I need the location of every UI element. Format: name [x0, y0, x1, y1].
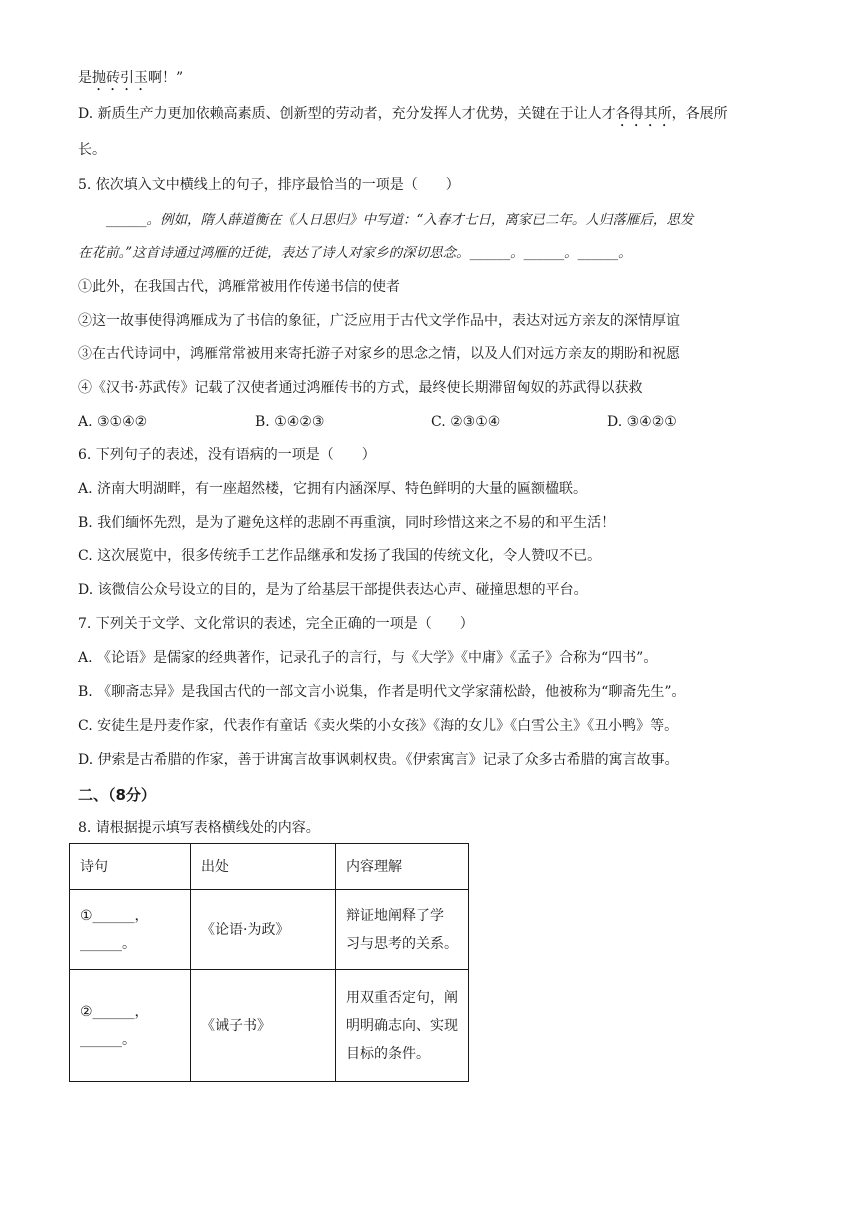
meaning-line: 辩证地阐释了学: [346, 907, 444, 924]
q8-stem: 8. 请根据提示填写表格横线处的内容。: [78, 820, 320, 836]
q5-passage-line-1: ______。例如，隋人薛道衡在《人日思归》中写道：“入春才七日，离家已二年。人归落雁后，思发: [106, 212, 694, 228]
header-meaning: 内容理解: [336, 844, 469, 890]
continued-text-line: [78, 68, 183, 94]
meaning-cell: [336, 890, 469, 970]
q4-option-d-continued: 长。: [78, 142, 106, 158]
meaning-line: 明明确志向、实现: [346, 1017, 458, 1034]
emphasized-idiom: 各得其所: [615, 106, 672, 122]
source-cell: 《诫子书》: [191, 970, 336, 1082]
q6-option-c: C. 这次展览中，很多传统手工艺作品继承和发扬了我国的传统文化，令人赞叹不已。: [78, 548, 602, 564]
meaning-cell: [336, 970, 469, 1082]
meaning-line: 用双重否定句，阐: [346, 989, 458, 1006]
q5-passage-line-2: 在花前。”这首诗通过鸿雁的迁徙，表达了诗人对家乡的深切思念。______。______。______。: [78, 245, 632, 261]
q7-option-a: A. 《论语》是儒家的经典著作，记录孔子的言行，与《大学》《中庸》《孟子》合称为“四书”。: [78, 650, 658, 666]
meaning-line: 习与思考的关系。: [346, 935, 458, 952]
section-2-heading: 二、（8分）: [78, 786, 156, 804]
q6-option-d: D. 该微信公众号设立的目的，是为了给基层干部提供表达心声、碰撞思想的平台。: [78, 582, 588, 598]
verse-cell: [70, 970, 191, 1082]
source-cell: 《论语·为政》: [191, 890, 336, 970]
header-source: 出处: [191, 844, 336, 890]
q7-option-c: C. 安徒生是丹麦作家，代表作有童话《卖火柴的小女孩》《海的女儿》《白雪公主》《丑小鸭》等。: [78, 718, 679, 734]
q6-stem: 6. 下列句子的表述，没有语病的一项是（ ）: [78, 447, 376, 463]
q7-option-b: B. 《聊斋志异》是我国古代的一部文言小说集，作者是明代文学家蒲松龄，他被称为“聊斋先生”。: [78, 684, 686, 700]
q5-option-d: D. ③④②①: [607, 414, 677, 430]
text: ，各展所: [671, 106, 728, 122]
q5-option-a: A. ③①④②: [78, 414, 148, 430]
q5-item-3: ③在古代诗词中，鸿雁常常被用来寄托游子对家乡的思念之情，以及人们对远方亲友的期盼和祝愿: [78, 346, 680, 362]
q8-table: [69, 843, 469, 1082]
q4-option-d: [78, 104, 728, 130]
table-row: [70, 890, 469, 970]
q5-stem: 5. 依次填入文中横线上的句子，排序最恰当的一项是（ ）: [78, 177, 460, 193]
verse-blank-2: ______。: [80, 935, 136, 952]
verse-blank-2: ______。: [80, 1031, 136, 1048]
verse-blank-1: ②______，: [80, 1003, 149, 1020]
q7-stem: 7. 下列关于文学、文化常识的表述，完全正确的一项是（ ）: [78, 616, 474, 632]
q5-item-1: ①此外，在我国古代，鸿雁常被用作传递书信的使者: [78, 279, 400, 295]
text: D. 新质生产力更加依赖高素质、创新型的劳动者，充分发挥人才优势，关键在于让人才: [78, 106, 616, 122]
q5-item-2: ②这一故事使得鸿雁成为了书信的象征，广泛应用于古代文学作品中，表达对远方亲友的深情厚谊: [78, 313, 680, 329]
header-verse: 诗句: [70, 844, 191, 890]
q6-option-a: A. 济南大明湖畔，有一座超然楼，它拥有内涵深厚、特色鲜明的大量的匾额楹联。: [78, 481, 588, 497]
text: 啊！”: [148, 70, 184, 86]
q5-item-4: ④《汉书·苏武传》记载了汉使者通过鸿雁传书的方式，最终使长期滞留匈奴的苏武得以获救: [78, 380, 643, 396]
q7-option-d: D. 伊索是古希腊的作家，善于讲寓言故事讽刺权贵。《伊索寓言》记录了众多古希腊的寓言故事。: [78, 752, 679, 768]
verse-blank-1: ①______，: [80, 907, 149, 924]
q6-option-b: B. 我们缅怀先烈，是为了避免这样的悲剧不再重演，同时珍惜这来之不易的和平生活！: [78, 515, 616, 531]
meaning-line: 目标的条件。: [346, 1045, 430, 1062]
q5-option-c: C. ②③①④: [431, 414, 501, 430]
emphasized-idiom: 抛砖引玉: [92, 70, 148, 86]
table-header-row: [70, 844, 469, 890]
table-row: [70, 970, 469, 1082]
text: 是: [78, 70, 92, 86]
q5-option-b: B. ①④②③: [255, 414, 325, 430]
verse-cell: [70, 890, 191, 970]
